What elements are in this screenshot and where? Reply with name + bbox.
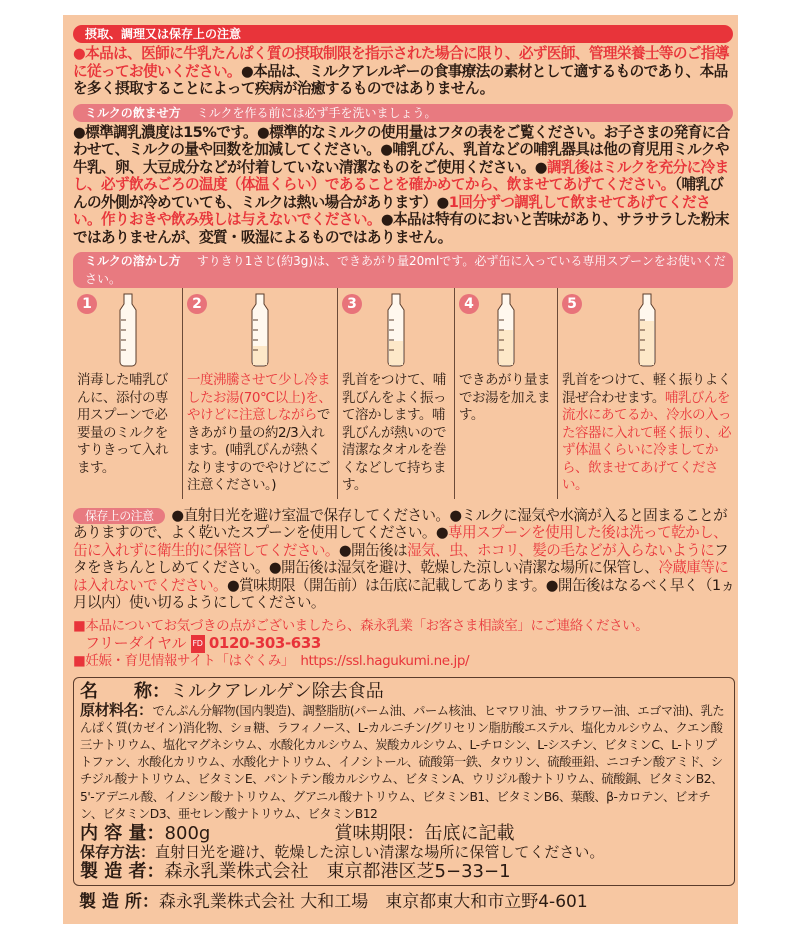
text-segment: 乳首をつけて、軽く振りよく混ぜ合わせます。 [562,372,731,406]
text-segment: 一度沸騰させて少し冷ましたお湯(70℃以上)を、やけどに注意しながら [187,372,332,423]
free-dial-label: フリーダイヤル [85,633,187,652]
step-1 [73,288,183,499]
step-5 [558,288,735,499]
text-segment: （哺乳びんの外側が冷めていても、ミルクは熱い場合があります）● [73,176,724,211]
name-label: 名 称： [80,680,170,702]
text-segment: フタをきちんとしめてください。●開缶後は湿気を避け、乾燥した涼しい清潔な場所に保管し、 [73,541,729,576]
text-segment: 冷蔵庫等には入れないでください。 [73,559,729,594]
storage-method-label: 保存方法： [80,842,156,861]
text-segment: 消毒した哺乳びんに、添付の専用スプーンで必要量のミルクをすりきって入れます。 [77,372,168,476]
ingredients-text: でんぷん分解物(国内製造)、調整脂肪(パーム油、パーム核油、ヒマワリ油、サフラワー油、エゴマ油)、乳たんぱく質(カゼイン)消化物、ショ糖、ラフィノース、L-カルニチン/グリセリン脂肪酸エステル、塩化カルシウム、クエン酸三ナトリウム、塩化マグネシウム、水酸化カルシウム、炭酸カルシウム、L-チロシン、L-シスチン、ビタミンC、L-トリプトファン、水酸化カリウム、水酸化ナトリウム、イノシトール、硫酸第一鉄、タウリン、硫酸亜鉛、ニコチン酸アミド、シチジル酸ナトリウム、ビタミンE、パントテン酸カルシウム、ビタミンA、ウリジル酸ナトリウム、硫酸銅、ビタミンB2、5'-アデニル酸、イノシン酸ナトリウム、グアニル酸ナトリウム、ビタミンB1、ビタミンB6、葉酸、β-カロテン、ビオチン、ビタミンD3、亜セレン酸ナトリウム、ビタミンB12 [80,703,725,821]
mix-bottle-icon [562,288,731,368]
section-header-dissolving [73,252,733,288]
ingredients-label: 原材料名： [80,700,153,719]
text-segment: 乳首をつけて、哺乳びんをよく振って溶かします。哺乳びんが熱いので清潔なタオルを巻くなどして持ちます。 [342,372,446,493]
step-text [459,372,553,425]
product-label-panel [63,15,738,924]
phone-number[interactable]: 0120-303-633 [208,633,321,652]
section-title: ミルクの飲ませ方 [85,105,181,120]
text-segment: 専用スプーンを使用した後は洗って乾かし、缶に入れずに衛生的に保管してください。 [73,524,728,559]
text-segment: ●標準調乳濃度は15%です。●標準的なミルクの使用量はフタの表をご覧ください。お子さまの発育に合わせて、ミルクの量や回数を加減してください。●哺乳びん、乳首などの哺乳器具は他の育児用ミルクや牛乳、卵、大豆成分などが付着していない清潔なものをご使用ください。● [73,123,730,176]
contact-line: ■本品についてお気づきの点がございましたら、森永乳業「お客さま相談室」にご連絡ください。 [73,617,649,634]
maker: 森永乳業株式会社 東京都港区芝5−33−1 [164,860,511,882]
step-text [187,372,333,495]
pour-water-icon [187,288,333,368]
product-name: ミルクアレルゲン除去食品 [170,680,384,702]
storage-notes-tag: 保存上の注意 [73,508,165,524]
content-label: 内 容 量： [80,822,165,844]
text-segment: ●本品は、医師に牛乳たんぱく質の摂取制限を指示された場合に限り、必ず医師、管理栄養士等のご指導に従ってお使いください。 [73,45,729,80]
step-number: 3 [342,294,362,314]
site-url[interactable]: https://ssl.hagukumi.ne.jp/ [300,652,470,669]
text-segment: ●本品は特有のにおいと苦味があり、サラサラした粉末ではありませんが、変質・吸湿によるものではありません。 [73,211,729,246]
dissolving-steps [73,288,735,499]
text-segment: 調乳後はミルクを充分に冷まし、必ず飲みごろの温度（体温くらい）であることを確かめてから、飲ませてあげてください。 [73,158,729,193]
free-dial-icon: FD [191,635,205,653]
text-segment: できあがり量までお湯を加えます。 [459,372,550,423]
maker-label: 製 造 者： [80,860,165,882]
step-text [77,372,178,477]
cautions-paragraph [73,45,735,98]
step-2 [183,288,338,499]
text-segment: 湿気、虫、ホコリ、髪の毛などが入らないように [407,541,715,559]
feeding-paragraph [73,124,735,247]
step-number: 5 [562,294,582,314]
expiry-label: 賞味期限： [334,822,425,844]
section-title: 摂取、調理又は保存上の注意 [85,27,242,41]
step-text [342,372,450,495]
factory-line [73,892,735,912]
site-label: ■妊娠・育児情報サイト「はぐくみ」 [73,652,288,669]
text-segment: ●直射日光を避け室温で保存してください。●ミルクに湿気や水滴が入ると固まることがありますので、よく乾いたスプーンを使用してください。● [73,506,728,541]
section-subtitle: ミルクを作る前には必ず手を洗いましょう。 [196,105,437,120]
ingredients [80,702,728,823]
text-segment: ●本品は、ミルクアレルギーの食事療法の素材として適するものであり、本品を多く摂取することによって疾病が治癒するものではありません。 [73,62,728,97]
step-text [562,372,731,495]
step-number: 2 [187,294,207,314]
section-title: ミルクの溶かし方 [85,254,181,268]
step-3 [338,288,455,499]
storage-paragraph [73,507,735,612]
section-header-cautions [73,25,733,43]
step-number: 4 [459,294,479,314]
text-segment: ●賞味期限（開缶前）は缶底に記載してあります。●開缶後はなるべく早く（1ヵ月以内）使い切るようにしてください。 [73,576,735,611]
section-subtitle: すりきり1さじ(約3g)は、できあがり量20mlです。必ず缶に入っている専用スプーンをお使いください。 [85,254,726,286]
text-segment: ●開缶後は [338,541,407,559]
section-header-feeding [73,104,733,122]
expiry-value: 缶底に記載 [424,822,515,844]
storage-method: 直射日光を避け、乾燥した涼しい清潔な場所に保管してください。 [155,842,605,861]
text-segment: 哺乳びんを流水にあてるか、冷水の入った容器に入れて軽く振り、必ず体温くらいに冷ましてから、飲ませてあげてください。 [562,389,731,493]
content-amount: 800g [164,822,211,844]
contact-info [73,618,733,669]
step-number: 1 [77,294,97,314]
step-4 [455,288,558,499]
factory: 森永乳業株式会社 大和工場 東京都東大和市立野4-601 [158,891,588,912]
text-segment: できあがり量の約2/3入れます。(哺乳びんが熱くなりますのでやけどにご注意ください。) [187,407,330,493]
product-info-box [73,677,735,886]
text-segment: 1回分ずつ調乳して飲ませてあげてください。作りおきや飲み残しは与えないでください。 [73,193,711,228]
factory-label: 製 造 所： [79,891,159,912]
